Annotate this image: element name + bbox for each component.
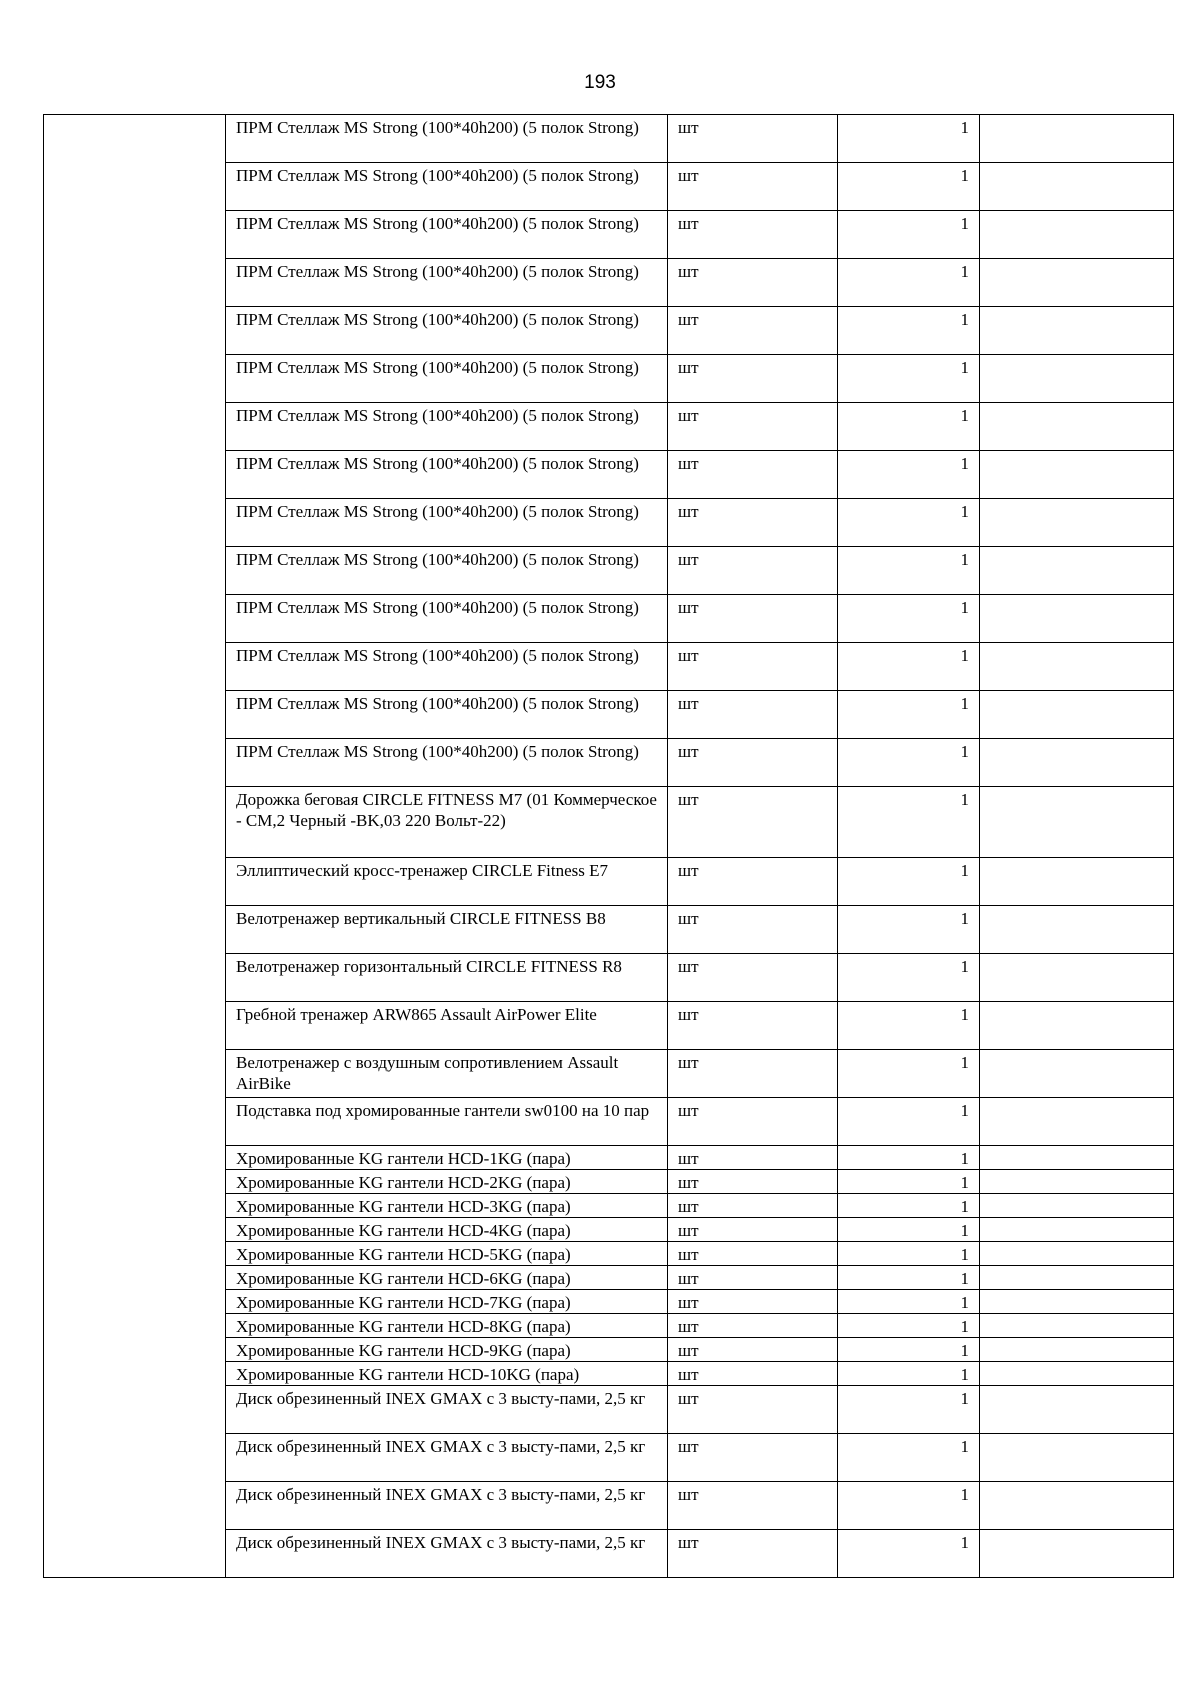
item-quantity-cell: 1 [838,1290,980,1314]
item-quantity-cell: 1 [838,115,980,163]
item-name-cell: Гребной тренажер ARW865 Assault AirPower Elite [226,1002,668,1050]
equipment-table [43,114,1174,1578]
item-quantity-cell: 1 [838,906,980,954]
item-quantity-cell: 1 [838,1194,980,1218]
item-name-cell: ПРМ Стеллаж MS Strong (100*40h200) (5 полок Strong) [226,163,668,211]
item-quantity-cell: 1 [838,1338,980,1362]
item-unit-cell: шт [668,1002,838,1050]
item-unit-cell: шт [668,739,838,787]
item-quantity-cell: 1 [838,1098,980,1146]
item-name-cell: Дорожка беговая CIRCLE FITNESS M7 (01 Коммерческое - CM,2 Черный -BK,03 220 Вольт-22) [226,787,668,858]
item-name-cell: ПРМ Стеллаж MS Strong (100*40h200) (5 полок Strong) [226,211,668,259]
item-note-cell [980,259,1174,307]
item-note-cell [980,307,1174,355]
item-note-cell [980,858,1174,906]
item-quantity-cell: 1 [838,691,980,739]
item-name-cell: Велотренажер вертикальный CIRCLE FITNESS B8 [226,906,668,954]
item-unit-cell: шт [668,1050,838,1098]
item-name-cell: ПРМ Стеллаж MS Strong (100*40h200) (5 полок Strong) [226,403,668,451]
item-note-cell [980,403,1174,451]
item-unit-cell: шт [668,307,838,355]
item-unit-cell: шт [668,403,838,451]
item-note-cell [980,691,1174,739]
item-unit-cell: шт [668,1290,838,1314]
item-name-cell: Хромированные KG гантели HCD-7KG (пара) [226,1290,668,1314]
item-name-cell: ПРМ Стеллаж MS Strong (100*40h200) (5 полок Strong) [226,499,668,547]
item-name-cell: Хромированные KG гантели HCD-8KG (пара) [226,1314,668,1338]
item-unit-cell: шт [668,1362,838,1386]
item-quantity-cell: 1 [838,643,980,691]
item-quantity-cell: 1 [838,163,980,211]
item-quantity-cell: 1 [838,499,980,547]
item-unit-cell: шт [668,1434,838,1482]
item-note-cell [980,1338,1174,1362]
item-quantity-cell: 1 [838,307,980,355]
item-unit-cell: шт [668,643,838,691]
item-unit-cell: шт [668,1170,838,1194]
item-name-cell: ПРМ Стеллаж MS Strong (100*40h200) (5 полок Strong) [226,355,668,403]
item-note-cell [980,499,1174,547]
item-name-cell: ПРМ Стеллаж MS Strong (100*40h200) (5 полок Strong) [226,307,668,355]
item-name-cell: Эллиптический кросс-тренажер CIRCLE Fitness E7 [226,858,668,906]
item-name-cell: ПРМ Стеллаж MS Strong (100*40h200) (5 полок Strong) [226,643,668,691]
item-note-cell [980,547,1174,595]
item-quantity-cell: 1 [838,1218,980,1242]
item-unit-cell: шт [668,1218,838,1242]
item-unit-cell: шт [668,1146,838,1170]
item-quantity-cell: 1 [838,1362,980,1386]
item-unit-cell: шт [668,858,838,906]
item-name-cell: Хромированные KG гантели HCD-5KG (пара) [226,1242,668,1266]
item-name-cell: ПРМ Стеллаж MS Strong (100*40h200) (5 полок Strong) [226,595,668,643]
item-quantity-cell: 1 [838,1530,980,1578]
item-note-cell [980,163,1174,211]
item-unit-cell: шт [668,115,838,163]
item-unit-cell: шт [668,691,838,739]
item-name-cell: ПРМ Стеллаж MS Strong (100*40h200) (5 полок Strong) [226,259,668,307]
item-name-cell: Хромированные KG гантели HCD-2KG (пара) [226,1170,668,1194]
item-note-cell [980,1482,1174,1530]
item-quantity-cell: 1 [838,954,980,1002]
item-quantity-cell: 1 [838,1482,980,1530]
item-quantity-cell: 1 [838,211,980,259]
item-unit-cell: шт [668,595,838,643]
item-note-cell [980,1362,1174,1386]
item-unit-cell: шт [668,1194,838,1218]
item-unit-cell: шт [668,1530,838,1578]
item-unit-cell: шт [668,1338,838,1362]
table-body [44,115,1174,1578]
item-note-cell [980,643,1174,691]
item-note-cell [980,1170,1174,1194]
item-name-cell: Подставка под хромированные гантели sw0100 на 10 пар [226,1098,668,1146]
item-unit-cell: шт [668,954,838,1002]
item-note-cell [980,1194,1174,1218]
item-unit-cell: шт [668,1098,838,1146]
page-number: 193 [584,72,616,93]
item-unit-cell: шт [668,547,838,595]
item-name-cell: Хромированные KG гантели HCD-1KG (пара) [226,1146,668,1170]
item-unit-cell: шт [668,1242,838,1266]
item-note-cell [980,355,1174,403]
item-name-cell: ПРМ Стеллаж MS Strong (100*40h200) (5 полок Strong) [226,739,668,787]
item-unit-cell: шт [668,1482,838,1530]
item-unit-cell: шт [668,259,838,307]
item-quantity-cell: 1 [838,1266,980,1290]
item-quantity-cell: 1 [838,1314,980,1338]
item-unit-cell: шт [668,906,838,954]
item-name-cell: Хромированные KG гантели HCD-3KG (пара) [226,1194,668,1218]
item-name-cell: ПРМ Стеллаж MS Strong (100*40h200) (5 полок Strong) [226,691,668,739]
item-note-cell [980,1242,1174,1266]
item-note-cell [980,787,1174,858]
item-quantity-cell: 1 [838,547,980,595]
item-name-cell: Хромированные KG гантели HCD-4KG (пара) [226,1218,668,1242]
item-note-cell [980,1434,1174,1482]
item-note-cell [980,739,1174,787]
item-note-cell [980,1050,1174,1098]
item-note-cell [980,1314,1174,1338]
item-name-cell: ПРМ Стеллаж MS Strong (100*40h200) (5 полок Strong) [226,115,668,163]
item-name-cell: Хромированные KG гантели HCD-9KG (пара) [226,1338,668,1362]
item-unit-cell: шт [668,211,838,259]
item-note-cell [980,211,1174,259]
item-quantity-cell: 1 [838,1386,980,1434]
item-note-cell [980,1146,1174,1170]
item-note-cell [980,1290,1174,1314]
item-name-cell: ПРМ Стеллаж MS Strong (100*40h200) (5 полок Strong) [226,547,668,595]
item-quantity-cell: 1 [838,595,980,643]
item-note-cell [980,1098,1174,1146]
item-name-cell: Диск обрезиненный INEX GMAX с 3 высту-пами, 2,5 кг [226,1386,668,1434]
item-note-cell [980,1266,1174,1290]
item-name-cell: Велотренажер горизонтальный CIRCLE FITNESS R8 [226,954,668,1002]
item-quantity-cell: 1 [838,787,980,858]
item-note-cell [980,595,1174,643]
item-unit-cell: шт [668,1266,838,1290]
item-quantity-cell: 1 [838,403,980,451]
table-row [44,115,1174,163]
item-unit-cell: шт [668,451,838,499]
item-quantity-cell: 1 [838,259,980,307]
item-quantity-cell: 1 [838,739,980,787]
item-name-cell: ПРМ Стеллаж MS Strong (100*40h200) (5 полок Strong) [226,451,668,499]
item-quantity-cell: 1 [838,1170,980,1194]
item-note-cell [980,451,1174,499]
item-quantity-cell: 1 [838,451,980,499]
item-note-cell [980,1530,1174,1578]
item-unit-cell: шт [668,787,838,858]
item-name-cell: Диск обрезиненный INEX GMAX с 3 высту-пами, 2,5 кг [226,1482,668,1530]
item-name-cell: Диск обрезиненный INEX GMAX с 3 высту-пами, 2,5 кг [226,1434,668,1482]
item-note-cell [980,906,1174,954]
item-note-cell [980,115,1174,163]
merged-first-column-cell [44,115,226,1578]
item-unit-cell: шт [668,355,838,403]
item-name-cell: Хромированные KG гантели HCD-10KG (пара) [226,1362,668,1386]
item-quantity-cell: 1 [838,1050,980,1098]
item-note-cell [980,1218,1174,1242]
item-quantity-cell: 1 [838,1146,980,1170]
item-quantity-cell: 1 [838,1434,980,1482]
item-note-cell [980,1002,1174,1050]
item-note-cell [980,1386,1174,1434]
item-note-cell [980,954,1174,1002]
equipment-table-wrapper [43,114,1173,1578]
item-unit-cell: шт [668,499,838,547]
item-name-cell: Диск обрезиненный INEX GMAX с 3 высту-пами, 2,5 кг [226,1530,668,1578]
item-quantity-cell: 1 [838,1242,980,1266]
item-name-cell: Велотренажер с воздушным сопротивлением Assault AirBike [226,1050,668,1098]
item-unit-cell: шт [668,1386,838,1434]
item-unit-cell: шт [668,163,838,211]
item-unit-cell: шт [668,1314,838,1338]
item-quantity-cell: 1 [838,858,980,906]
item-name-cell: Хромированные KG гантели HCD-6KG (пара) [226,1266,668,1290]
item-quantity-cell: 1 [838,355,980,403]
item-quantity-cell: 1 [838,1002,980,1050]
